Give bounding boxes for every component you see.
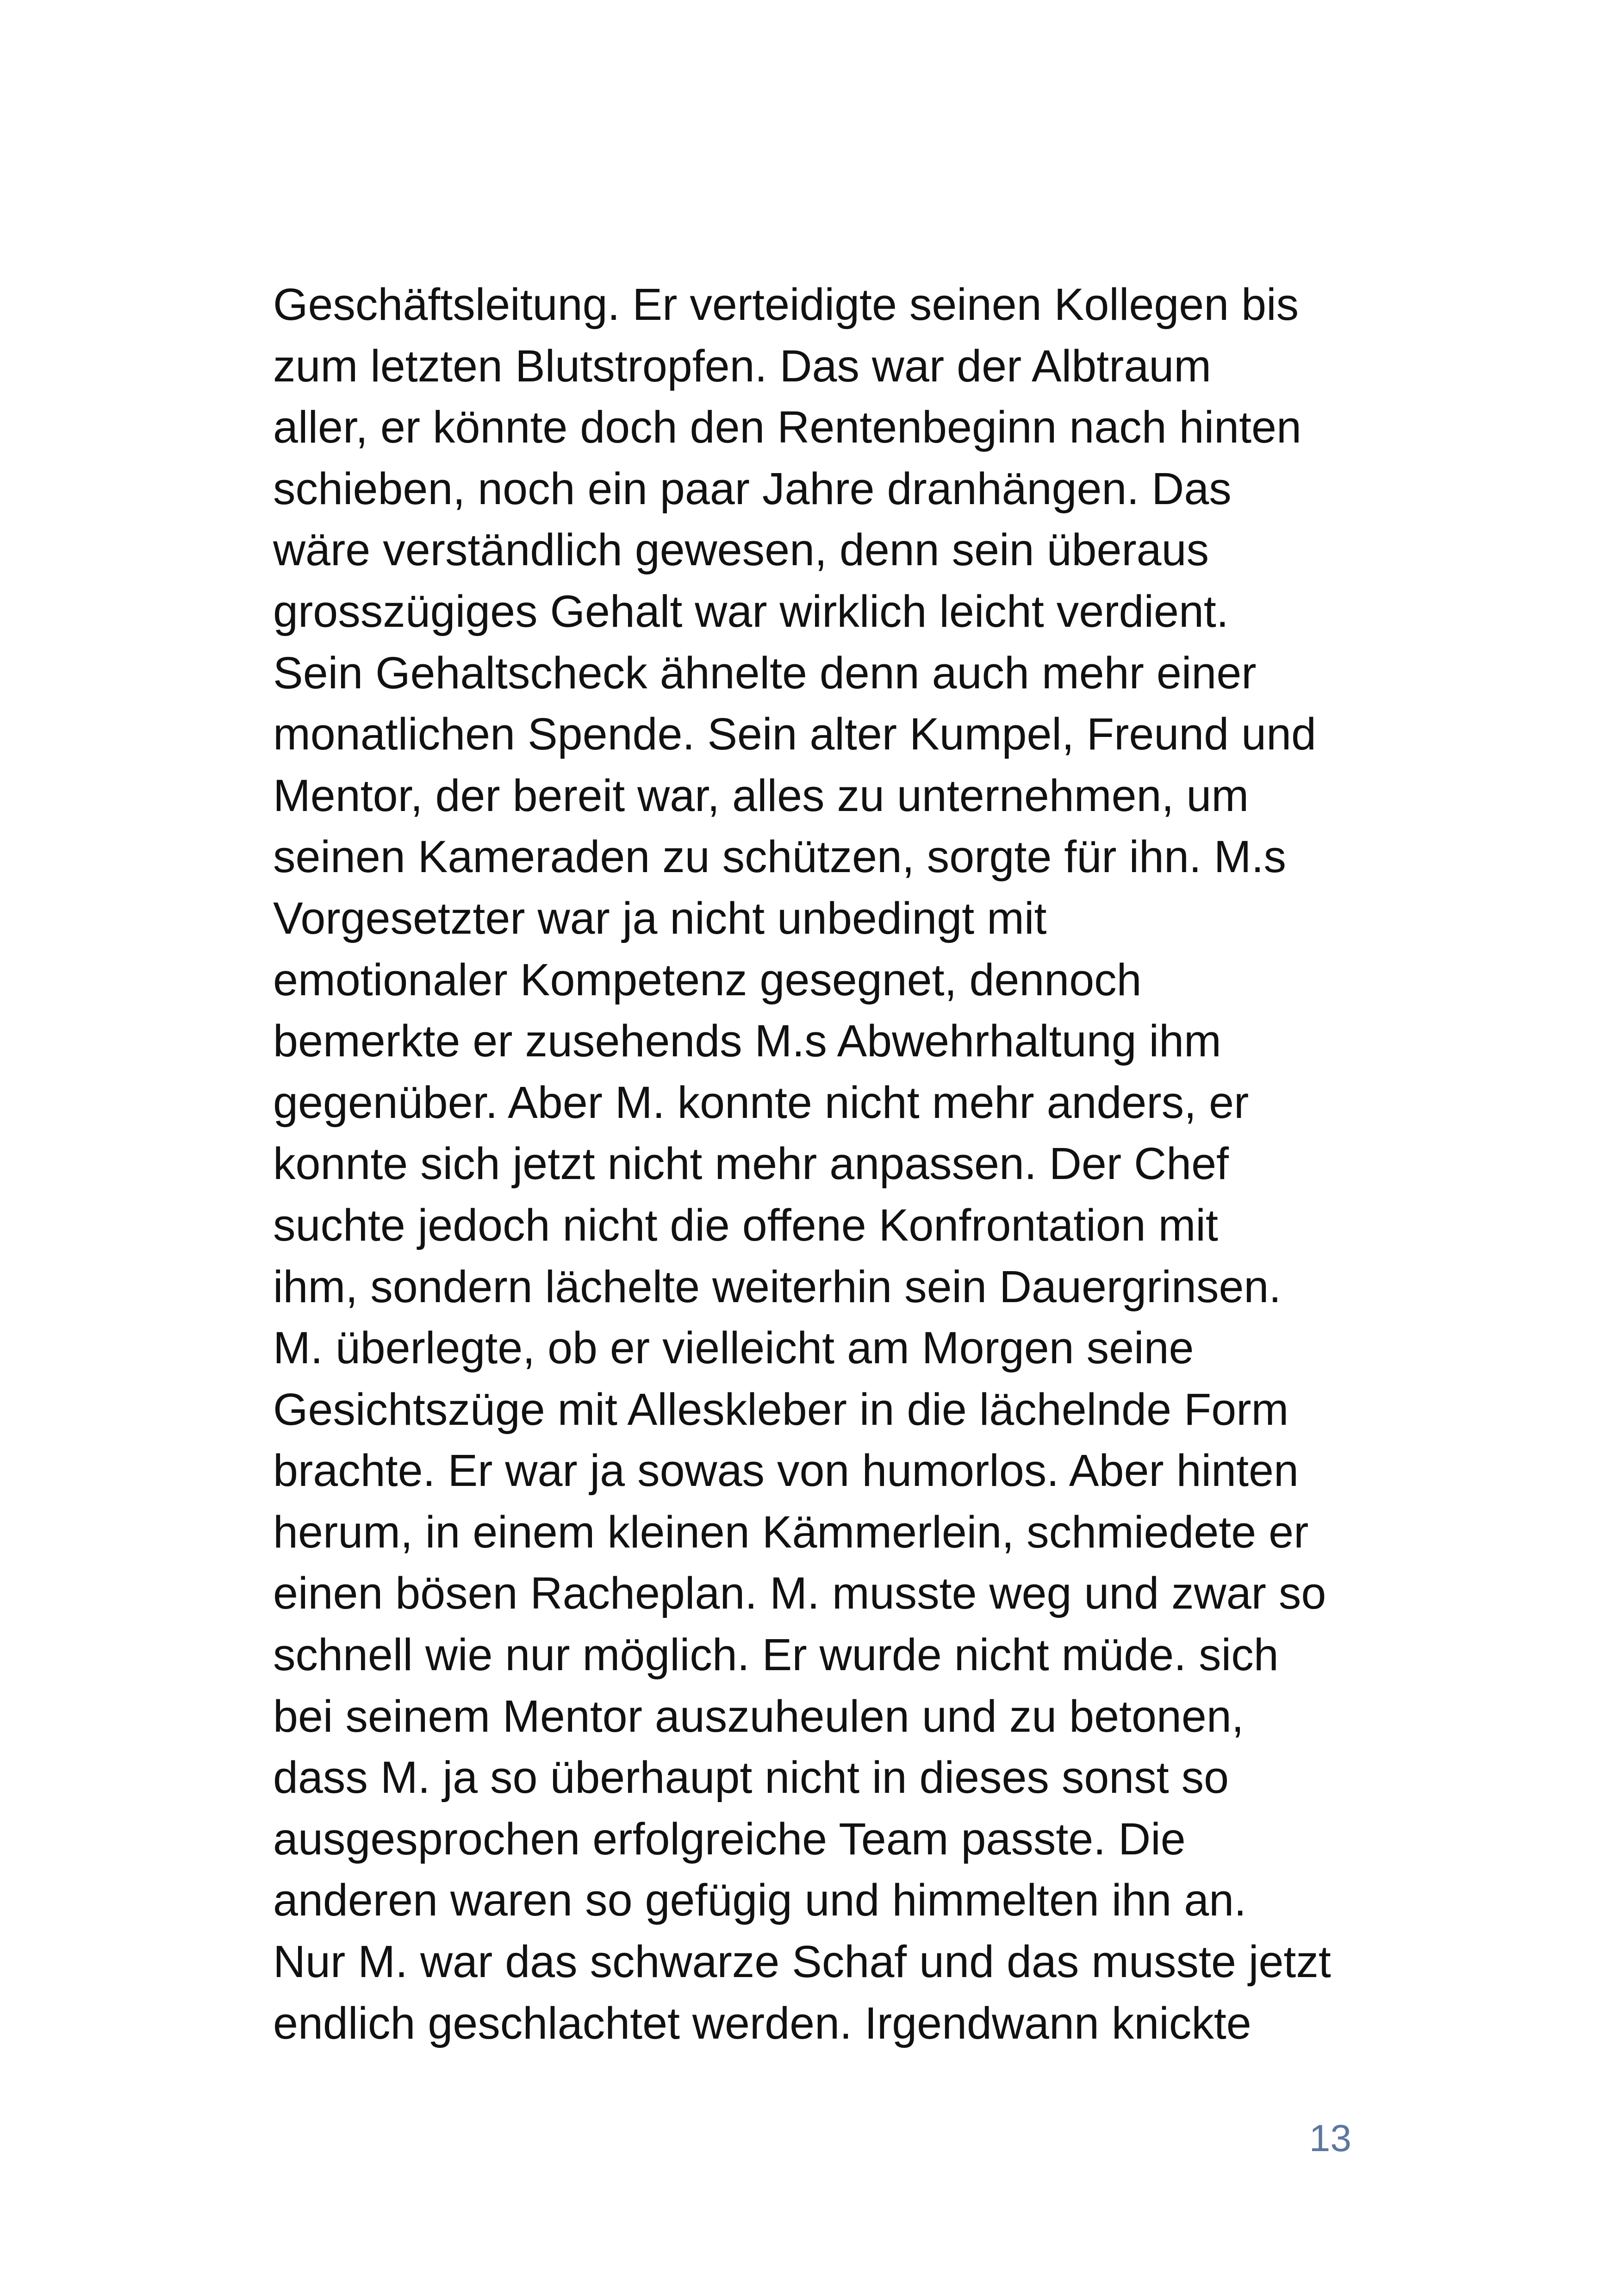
text-line: einen bösen Racheplan. M. musste weg und zwar so [273, 1568, 1326, 1619]
text-line: aller, er könnte doch den Rentenbeginn nach hinten [273, 402, 1301, 453]
text-line: endlich geschlachtet werden. Irgendwann knickte [273, 1997, 1251, 2048]
text-line: schnell wie nur möglich. Er wurde nicht müde. sich [273, 1629, 1279, 1680]
text-line: Sein Gehaltscheck ähnelte denn auch mehr einer [273, 647, 1257, 698]
text-line: Gesichtszüge mit Alleskleber in die lächelnde Form [273, 1384, 1289, 1435]
text-line: bei seinem Mentor auszuheulen und zu betonen, [273, 1691, 1244, 1741]
text-line: bemerkte er zusehends M.s Abwehrhaltung ihm [273, 1016, 1221, 1067]
text-line: zum letzten Blutstropfen. Das war der Albtraum [273, 340, 1212, 391]
text-line: schieben, noch ein paar Jahre dranhängen. Das [273, 463, 1232, 514]
text-line: Nur M. war das schwarze Schaf und das musste jetzt [273, 1936, 1331, 1987]
text-line: suchte jedoch nicht die offene Konfrontation mit [273, 1199, 1218, 1250]
text-line: seinen Kameraden zu schützen, sorgte für ihn. M.s [273, 831, 1287, 882]
text-line: wäre verständlich gewesen, denn sein überaus [273, 524, 1209, 575]
text-line: anderen waren so gefügig und himmelten ihn an. [273, 1875, 1247, 1926]
text-line: grosszügiges Gehalt war wirklich leicht verdient. [273, 586, 1229, 636]
text-line: ihm, sondern lächelte weiterhin sein Dauergrinsen. [273, 1261, 1282, 1312]
text-line: gegenüber. Aber M. konnte nicht mehr anders, er [273, 1077, 1249, 1128]
text-line: konnte sich jetzt nicht mehr anpassen. Der Chef [273, 1138, 1229, 1189]
page-number: 13 [1309, 2117, 1351, 2159]
text-line: herum, in einem kleinen Kämmerlein, schmiedete er [273, 1506, 1309, 1557]
text-line: brachte. Er war ja sowas von humorlos. Aber hinten [273, 1445, 1299, 1496]
text-line: Vorgesetzter war ja nicht unbedingt mit [273, 892, 1047, 943]
text-line: M. überlegte, ob er vielleicht am Morgen seine [273, 1323, 1194, 1373]
text-line: Geschäftsleitung. Er verteidigte seinen Kollegen bis [273, 279, 1299, 330]
text-line: Mentor, der bereit war, alles zu unternehmen, um [273, 770, 1249, 821]
text-line: dass M. ja so überhaupt nicht in dieses sonst so [273, 1752, 1229, 1803]
text-line: emotionaler Kompetenz gesegnet, dennoch [273, 954, 1142, 1005]
text-line: ausgesprochen erfolgreiche Team passte. Die [273, 1813, 1186, 1864]
body-text [273, 274, 1384, 2054]
text-line: monatlichen Spende. Sein alter Kumpel, Freund und [273, 709, 1316, 760]
